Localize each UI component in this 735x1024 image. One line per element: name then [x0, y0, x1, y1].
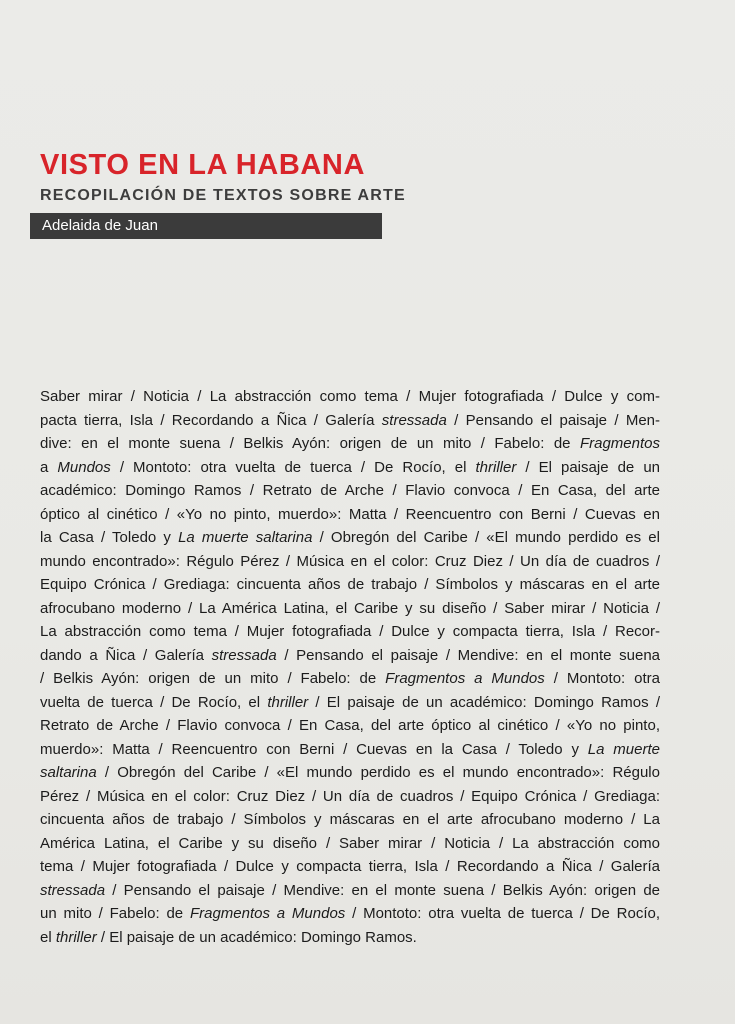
- contents-line: [40, 409, 660, 433]
- contents-text: muerdo»: Matta / Reencuentro con Berni / Cuevas en la Casa / Toledo y: [40, 740, 588, 758]
- contents-text: vuelta de tuerca / De Rocío, el: [40, 693, 268, 711]
- italic-title: La muerte: [587, 740, 660, 758]
- contents-line: [40, 503, 660, 527]
- contents-text: La abstracción como tema / Mujer fotografiada / Dulce y compacta tierra, Isla / Recor-: [40, 623, 660, 640]
- contents-text: / Pensando el paisaje / Mendive: en el monte suena / Belkis Ayón: origen de: [105, 881, 660, 899]
- contents-text: Pérez / Música en el color: Cruz Diez / Un día de cuadros / Equipo Crónica / Grediaga:: [40, 787, 660, 805]
- contents-line: [40, 714, 660, 738]
- contents-text: / Obregón del Caribe / «El mundo perdido es el mundo encontrado»: Régulo: [96, 764, 660, 781]
- contents-line: [40, 432, 660, 456]
- italic-title: stressada: [40, 881, 106, 899]
- contents-text: Saber mirar / Noticia / La abstracción como tema / Mujer fotografiada / Dulce y com-: [40, 388, 660, 405]
- contents-text: / Obregón del Caribe / «El mundo perdido es el: [312, 529, 660, 546]
- contents-text: / El paisaje de un: [516, 458, 661, 476]
- contents-text: dive: en el monte suena / Belkis Ayón: origen de un mito / Fabelo: de: [40, 435, 580, 452]
- contents-text: Equipo Crónica / Grediaga: cincuenta años de trabajo / Símbolos y máscaras en el arte: [40, 576, 660, 593]
- italic-title: thriller: [55, 928, 97, 946]
- contents-text: / Belkis Ayón: origen de un mito / Fabelo: de: [40, 670, 386, 687]
- contents-text: / Pensando el paisaje / Mendive: en el monte suena: [276, 646, 660, 664]
- contents-text: óptico al cinético / «Yo no pinto, muerdo»: Matta / Reencuentro con Berni / Cuevas en: [40, 505, 660, 523]
- contents-line: [40, 620, 660, 644]
- contents-text: cincuenta años de trabajo / Símbolos y máscaras en el arte afrocubano moderno / La: [40, 811, 660, 828]
- contents-text: / Montoto: otra vuelta de tuerca / De Rocío, el: [110, 458, 476, 476]
- italic-title: Fragmentos a Mundos: [385, 670, 545, 687]
- contents-line: [40, 479, 660, 503]
- contents-line: [40, 385, 660, 409]
- italic-title: Fragmentos: [579, 435, 660, 452]
- contents-line: [40, 738, 660, 762]
- contents-paragraph: [40, 385, 660, 949]
- book-subtitle: RECOPILACIÓN DE TEXTOS SOBRE ARTE: [40, 187, 406, 204]
- italic-title: La muerte saltarina: [178, 529, 313, 546]
- contents-text: el: [40, 928, 56, 946]
- contents-text: / El paisaje de un académico: Domingo Ramos.: [96, 928, 417, 946]
- contents-text: dando a Ñica / Galería: [40, 646, 212, 664]
- contents-line: [40, 550, 660, 574]
- contents-line: [40, 855, 660, 879]
- contents-text: América Latina, el Caribe y su diseño / Saber mirar / Noticia / La abstracción como: [40, 834, 660, 852]
- italic-title: stressada: [381, 411, 447, 429]
- contents-text: / El paisaje de un académico: Domingo Ramos /: [308, 693, 660, 711]
- contents-line: [40, 573, 660, 597]
- italic-title: Fragmentos a Mundos: [189, 905, 346, 922]
- contents-line: [40, 691, 660, 715]
- author-bar: [30, 213, 382, 239]
- contents-line: [40, 808, 660, 832]
- contents-line: [40, 832, 660, 856]
- contents-text: académico: Domingo Ramos / Retrato de Arche / Flavio convoca / En Casa, del arte: [40, 482, 660, 499]
- contents-text: afrocubano moderno / La América Latina, el Caribe y su diseño / Saber mirar / Noticia /: [40, 599, 660, 617]
- contents-line: [40, 926, 660, 950]
- contents-line: [40, 644, 660, 668]
- contents-text: / Montoto: otra vuelta de tuerca / De Rocío,: [345, 905, 661, 922]
- contents-line: [40, 526, 660, 550]
- contents-text: un mito / Fabelo: de: [40, 905, 190, 922]
- italic-title: stressada: [211, 646, 277, 664]
- book-title: VISTO EN LA HABANA: [40, 149, 365, 181]
- contents-line: [40, 456, 660, 480]
- contents-text: mundo encontrado»: Régulo Pérez / Música en el color: Cruz Diez / Un día de cuadros /: [40, 552, 660, 570]
- contents-text: / Pensando el paisaje / Men-: [446, 411, 660, 429]
- contents-line: [40, 879, 660, 903]
- italic-title: thriller: [475, 458, 517, 476]
- contents-text: Retrato de Arche / Flavio convoca / En Casa, del arte óptico al cinético / «Yo no pinto,: [40, 717, 660, 734]
- italic-title: Mundos: [57, 458, 111, 476]
- contents-text: a: [40, 458, 58, 476]
- contents-line: [40, 667, 660, 691]
- contents-text: / Montoto: otra: [544, 670, 660, 687]
- author-name: Adelaida de Juan: [42, 217, 158, 234]
- italic-title: thriller: [267, 693, 309, 711]
- contents-line: [40, 785, 660, 809]
- contents-line: [40, 597, 660, 621]
- contents-text: tema / Mujer fotografiada / Dulce y compacta tierra, Isla / Recordando a Ñica / Galería: [40, 858, 660, 875]
- contents-text: la Casa / Toledo y: [40, 529, 179, 546]
- contents-text: pacta tierra, Isla / Recordando a Ñica / Galería: [40, 411, 382, 429]
- contents-line: [40, 761, 660, 785]
- italic-title: saltarina: [40, 764, 97, 781]
- contents-line: [40, 902, 660, 926]
